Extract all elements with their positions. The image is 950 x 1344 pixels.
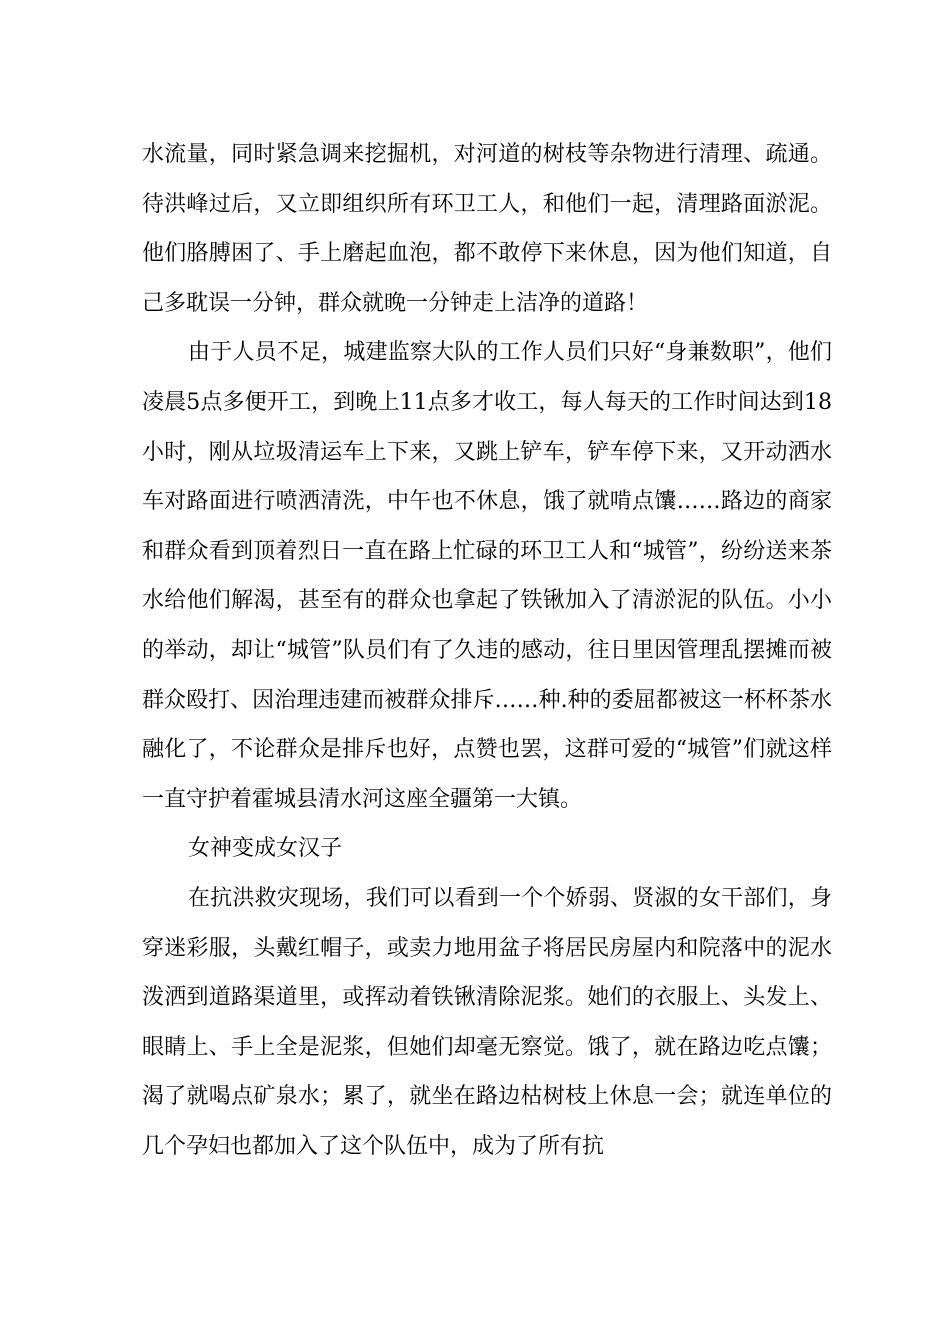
paragraph-continuation: 水流量，同时紧急调来挖掘机，对河道的树枝等杂物进行清理、疏通。待洪峰过后，又立即组织所有环卫工人，和他们一起，清理路面淤泥。他们胳膊困了、手上磨起血泡，都不敢停下来休息，因为他们知道，自己多耽误一分钟，群众就晚一分钟走上洁净的道路！ — [142, 142, 832, 316]
section-heading: 女神变成女汉子 — [188, 836, 343, 862]
paragraph-city-management: 由于人员不足，城建监察大队的工作人员们只好“身兼数职”，他们凌晨5点多便开工，到晚上11点多才收工，每人每天的工作时间达到18小时，刚从垃圾清运车上下来，又跳上铲车，铲车停下来，又开动洒水车对路面进行喷洒清洗，中午也不休息，饿了就啃点馕……路边的商家和群众看到顶着烈日一直在路上忙碌的环卫工人和“城管”，纷纷送来茶水给他们解渴，甚至有的群众也拿起了铁锹加入了清淤泥的队伍。小小的举动，却让“城管”队员们有了久违的感动，往日里因管理乱摆摊而被群众殴打、因治理违建而被群众排斥……种.种的委屈都被这一杯杯茶水融化了，不论群众是排斥也好，点赞也罢，这群可爱的“城管”们就这样一直守护着霍城县清水河这座全疆第一大镇。 — [142, 340, 832, 812]
document-body — [142, 130, 832, 1171]
paragraph-female-cadres: 在抗洪救灾现场，我们可以看到一个个娇弱、贤淑的女干部们，身穿迷彩服，头戴红帽子，或卖力地用盆子将居民房屋内和院落中的泥水泼洒到道路渠道里，或挥动着铁锹清除泥浆。她们的衣服上、头发上、眼睛上、手上全是泥浆，但她们却毫无察觉。饿了，就在路边吃点馕；渴了就喝点矿泉水；累了，就坐在路边枯树枝上休息一会；就连单位的几个孕妇也都加入了这个队伍中，成为了所有抗 — [142, 885, 832, 1159]
